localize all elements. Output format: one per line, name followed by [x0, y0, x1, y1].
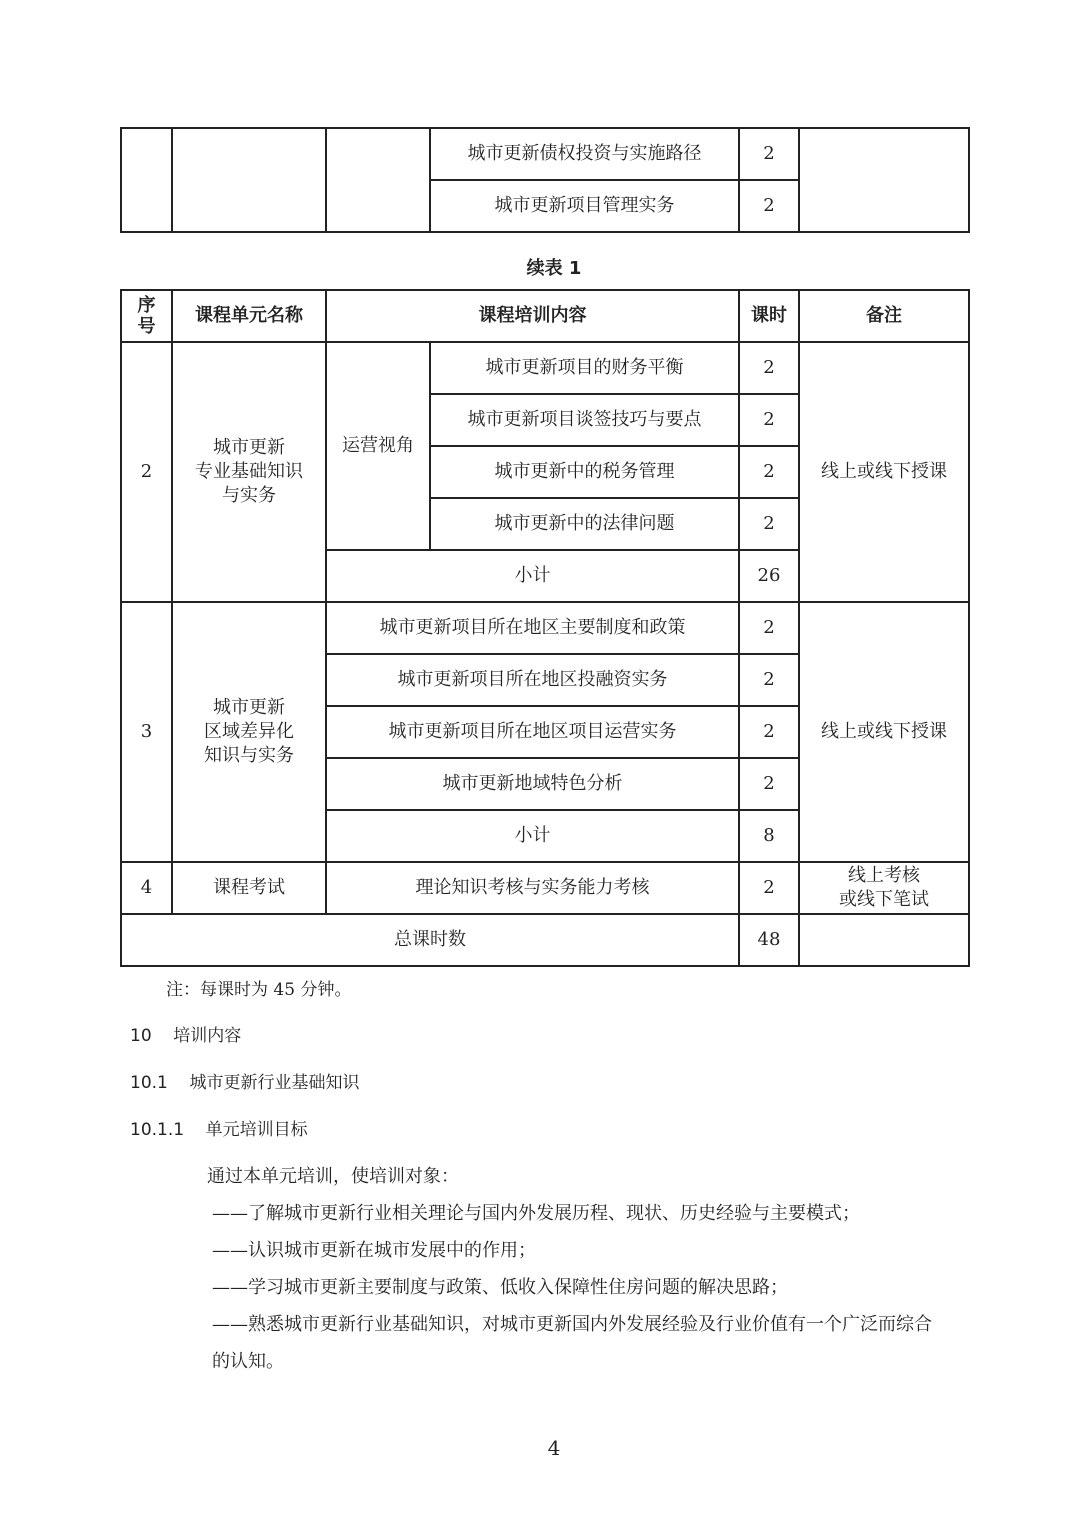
unit4-seq: 4	[121, 862, 172, 914]
total-note	[799, 914, 969, 966]
unit3-item-hours: 2	[739, 654, 799, 706]
unit4-name: 课程考试	[172, 862, 326, 914]
top-table	[120, 127, 970, 233]
unit2-item-hours: 2	[739, 446, 799, 498]
page-number: 4	[547, 1436, 561, 1460]
unit2-item-content: 城市更新中的税务管理	[430, 446, 739, 498]
top-content-cell: 城市更新债权投资与实施路径	[430, 128, 739, 180]
unit4-note: 线上考核 或线下笔试	[799, 862, 969, 914]
unit3-note: 线上或线下授课	[799, 602, 969, 862]
body-intro: 通过本单元培训，使培训对象：	[207, 1166, 459, 1187]
unit2-item-content: 城市更新项目的财务平衡	[430, 342, 739, 394]
list-item: ——熟悉城市更新行业基础知识，对城市更新国内外发展经验及行业价值有一个广泛而综合	[212, 1314, 932, 1335]
unit2-subtotal-label: 小计	[326, 550, 739, 602]
unit3-item-content: 城市更新项目所在地区项目运营实务	[326, 706, 739, 758]
unit2-item-hours: 2	[739, 498, 799, 550]
header-unit: 课程单元名称	[172, 290, 326, 342]
top-note-cell	[799, 128, 969, 232]
unit3-item-content: 城市更新项目所在地区主要制度和政策	[326, 602, 739, 654]
unit2-note: 线上或线下授课	[799, 342, 969, 602]
course-table	[120, 289, 970, 967]
total-label: 总课时数	[121, 914, 739, 966]
list-item: 的认知。	[212, 1351, 284, 1372]
body-paragraph	[207, 1158, 987, 1195]
total-hours: 48	[739, 914, 799, 966]
subsubsection-heading: 10.1.1 单元培训目标	[130, 1120, 308, 1140]
unit3-item-content: 城市更新项目所在地区投融资实务	[326, 654, 739, 706]
subsection-heading: 10.1 城市更新行业基础知识	[130, 1073, 360, 1093]
unit2-item-hours: 2	[739, 394, 799, 446]
section-heading: 10 培训内容	[130, 1026, 242, 1046]
header-seq: 序 号	[121, 290, 172, 342]
unit4-hours: 2	[739, 862, 799, 914]
unit2-subtotal: 26	[739, 550, 799, 602]
unit2-subgroup: 运营视角	[326, 342, 430, 550]
unit3-seq: 3	[121, 602, 172, 862]
unit2-seq: 2	[121, 342, 172, 602]
unit2-item-content: 城市更新项目谈签技巧与要点	[430, 394, 739, 446]
header-hours: 课时	[739, 290, 799, 342]
unit3-subtotal: 8	[739, 810, 799, 862]
top-hours-cell: 2	[739, 128, 799, 180]
unit3-subtotal-label: 小计	[326, 810, 739, 862]
header-notes: 备注	[799, 290, 969, 342]
unit2-item-content: 城市更新中的法律问题	[430, 498, 739, 550]
unit2-name: 城市更新 专业基础知识 与实务	[172, 342, 326, 602]
unit4-content: 理论知识考核与实务能力考核	[326, 862, 739, 914]
unit3-name: 城市更新 区域差异化 知识与实务	[172, 602, 326, 862]
unit2-item-hours: 2	[739, 342, 799, 394]
table-note: 注：每课时为 45 分钟。	[166, 980, 352, 1000]
table-caption: 续表 1	[526, 258, 582, 279]
top-seq-cell	[121, 128, 172, 232]
unit3-item-hours: 2	[739, 758, 799, 810]
list-item: ——学习城市更新主要制度与政策、低收入保障性住房问题的解决思路；	[212, 1277, 788, 1298]
list-item: ——认识城市更新在城市发展中的作用；	[212, 1240, 536, 1261]
unit3-item-content: 城市更新地域特色分析	[326, 758, 739, 810]
top-content-cell: 城市更新项目管理实务	[430, 180, 739, 232]
top-subgroup-cell	[326, 128, 430, 232]
unit3-item-hours: 2	[739, 602, 799, 654]
list-item: ——了解城市更新行业相关理论与国内外发展历程、现状、历史经验与主要模式；	[212, 1203, 860, 1224]
header-content: 课程培训内容	[326, 290, 739, 342]
top-hours-cell: 2	[739, 180, 799, 232]
body-list	[212, 1195, 992, 1380]
unit3-item-hours: 2	[739, 706, 799, 758]
top-unit-cell	[172, 128, 326, 232]
